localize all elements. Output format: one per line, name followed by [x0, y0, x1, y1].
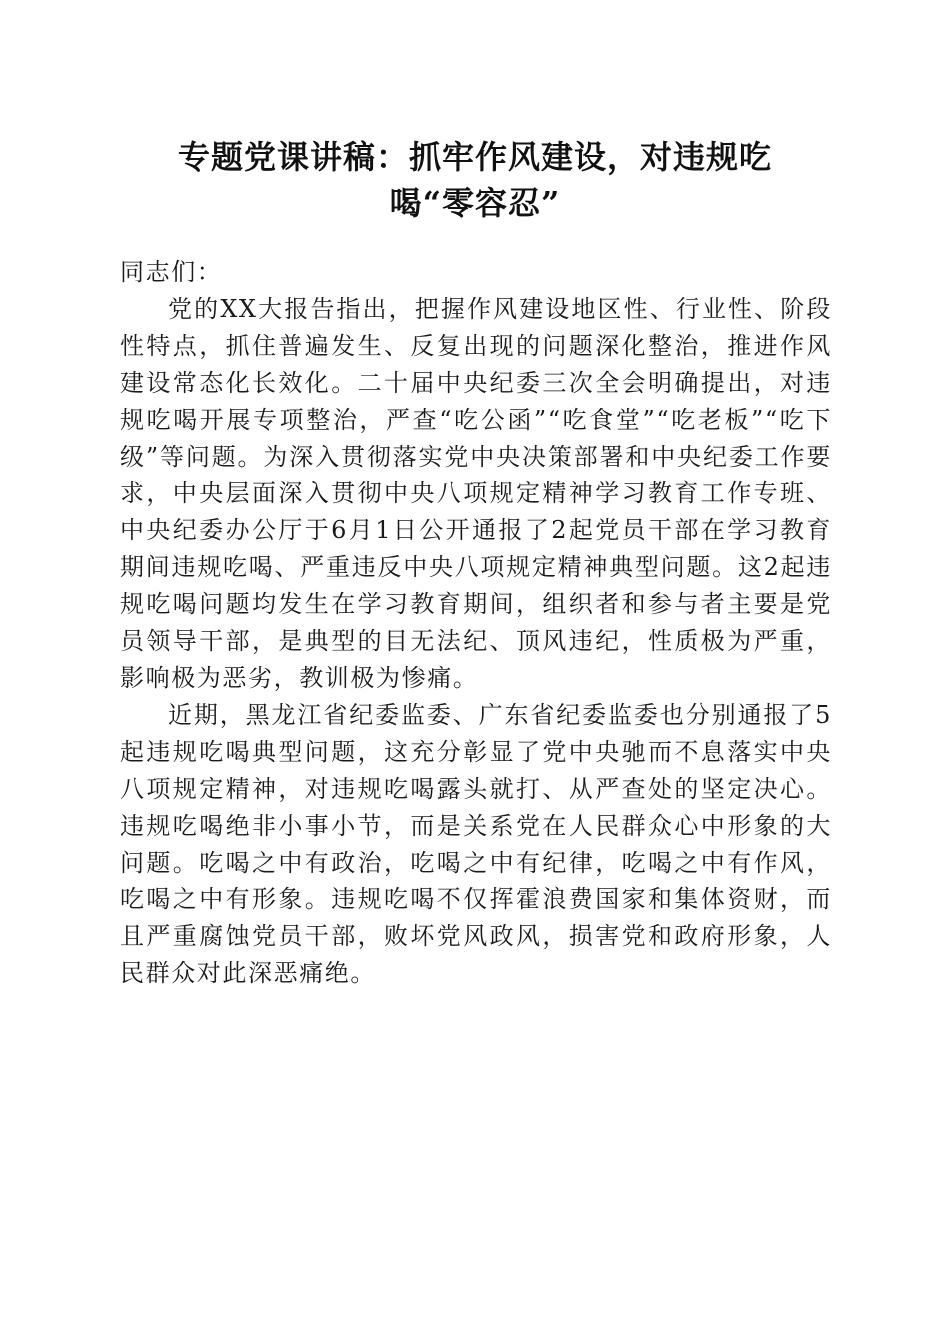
title-line-2: 喝“零容忍”	[389, 184, 561, 222]
document-title	[130, 134, 820, 226]
salutation: 同志们：	[120, 258, 223, 286]
paragraph-1: 党的XX大报告指出，把握作风建设地区性、行业性、阶段性特点，抓住普遍发生、反复出现的问题深化整治，推进作风建设常态化长效化。二十届中央纪委三次全会明确提出，对违规吃喝开展专项整治，严查“吃公函”“吃食堂”“吃老板”“吃下级”等问题。为深入贯彻落实党中央决策部署和中央纪委工作要求，中央层面深入贯彻中央八项规定精神学习教育工作专班、中央纪委办公厅于6月1日公开通报了2起党员干部在学习教育期间违规吃喝、严重违反中央八项规定精神典型问题。这2起违规吃喝问题均发生在学习教育期间，组织者和参与者主要是党员领导干部，是典型的目无法纪、顶风违纪，性质极为严重，影响极为恶劣，教训极为惨痛。	[120, 294, 832, 692]
title-line-1: 专题党课讲稿：抓牢作风建设，对违规吃	[177, 138, 772, 176]
paragraph-2: 近期，黑龙江省纪委监委、广东省纪委监委也分别通报了5起违规吃喝典型问题，这充分彰显了党中央驰而不息落实中央八项规定精神，对违规吃喝露头就打、从严查处的坚定决心。违规吃喝绝非小事小节，而是关系党在人民群众心中形象的大问题。吃喝之中有政治，吃喝之中有纪律，吃喝之中有作风，吃喝之中有形象。违规吃喝不仅挥霍浪费国家和集体资财，而且严重腐蚀党员干部，败坏党风政风，损害党和政府形象，人民群众对此深恶痛绝。	[120, 700, 832, 988]
document-body	[120, 254, 832, 992]
